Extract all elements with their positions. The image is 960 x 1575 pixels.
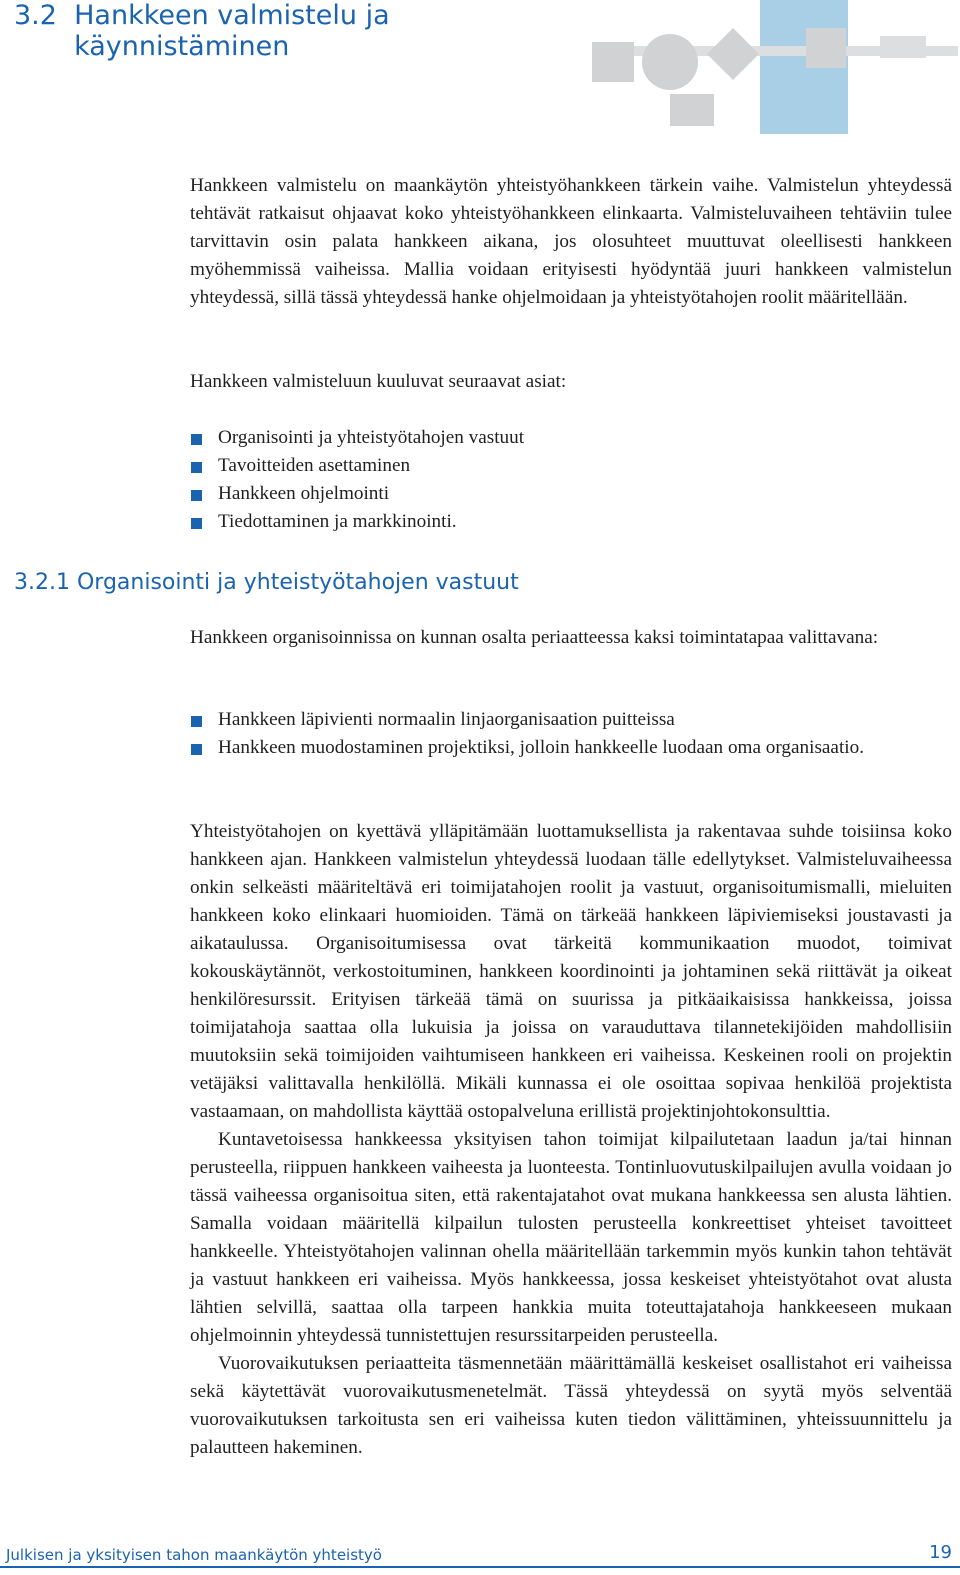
list-item: [190, 508, 950, 536]
body-paragraph: Kuntavetoisessa hankkeessa yksityisen tahon toimijat kilpailutetaan laadun ja/tai hinnan perusteella, riippuen hankkeen vaiheesta ja luonteesta. Tontinluovutuskilpailujen avulla voidaan jo tässä vaiheessa organisoitua siten, että rakentajatahot ovat mukana hankkeessa sen alusta lähtien. Samalla voidaan määritellä kilpailun tulosten perusteella konkreettiset yhteiset tavoitteet hankkeelle. Yhteistyötahojen valinnan ohella määritellään tarkemmin myös kunkin tahon tehtävät ja vastuut hankkeen eri vaiheissa. Myös hankkeessa, jossa keskeiset yhteistyötahot ovat alusta lähtien selvillä, saattaa olla tarpeen hankkia muita toteuttajatahoja hankkeeseen mukaan ohjelmoinnin yhteydessä tunnistettujen resurssitarpeiden perusteella.: [190, 1129, 952, 1346]
subsection-body: [190, 818, 952, 1462]
square-bullet-icon: [191, 490, 202, 501]
list-item-text: Hankkeen muodostaminen projektiksi, jolloin hankkeelle luodaan oma organisaatio.: [218, 737, 865, 758]
list-item-text: Hankkeen läpivienti normaalin linjaorganisaation puitteissa: [218, 709, 675, 730]
section-title-line-2: käynnistäminen: [14, 31, 290, 62]
square-bullet-icon: [191, 462, 202, 473]
list-item-text: Organisointi ja yhteistyötahojen vastuut: [218, 427, 525, 448]
subsection-lead: Hankkeen organisoinnissa on kunnan osalta periaatteessa kaksi toimintatapaa valittavana:: [190, 627, 879, 648]
list-item: [190, 734, 950, 762]
far-right-rect-shape: [880, 36, 926, 58]
list-item: [190, 706, 950, 734]
list-item-text: Tavoitteiden asettaminen: [218, 455, 411, 476]
subsection-lead-block: [190, 624, 952, 652]
flow-diagram-decoration: [590, 0, 960, 140]
list1-lead-block: [190, 368, 952, 396]
list-item: [190, 480, 950, 508]
list-item: [190, 452, 950, 480]
bullet-list-preparation: [190, 424, 950, 536]
square-bullet-icon: [191, 434, 202, 445]
bullet-list-organisation: [190, 706, 950, 762]
list1-lead: Hankkeen valmisteluun kuuluvat seuraavat asiat:: [190, 371, 567, 392]
subsection-title: 3.2.1 Organisointi ja yhteistyötahojen vastuut: [14, 570, 519, 595]
footer-publication-title: Julkisen ja yksityisen tahon maankäytön yhteistyö: [6, 1546, 382, 1564]
diamond-shape: [707, 28, 759, 80]
intro-paragraph-block: [190, 172, 952, 312]
section-title: [14, 0, 390, 62]
circle-shape: [642, 34, 698, 90]
square-bullet-icon: [191, 518, 202, 529]
body-paragraph: Yhteistyötahojen on kyettävä ylläpitämään luottamuksellista ja rakentavaa suhde toisiinsa koko hankkeen ajan. Hankkeen valmistelun yhteydessä luodaan tälle edellytykset. Valmisteluvaiheessa onkin selkeästi määriteltävä eri toimijatahojen roolit ja vastuut, organisoitumismalli, mieluiten hankkeen koko elinkaari huomioiden. Tämä on tärkeää hankkeen läpiviemiseksi joustavasti ja aikataulussa. Organisoitumisessa ovat tärkeitä kommunikaation muodot, toimivat kokouskäytännöt, verkostoituminen, hankkeen koordinointi ja johtaminen sekä riittävät ja oikeat henkilöresurssit. Erityisen tärkeää tämä on suurissa ja pitkäaikaisissa hankkeissa, joissa toimijatahoja saattaa olla lukuisia ja joissa on varauduttava tilannetekijöiden mahdollisiin muutoksiin sekä toimijoiden vaihtumiseen hankkeen eri vaiheissa. Keskeinen rooli on projektin vetäjäksi valittavalla henkilöllä. Mikäli kunnassa ei ole osoittaa sopivaa henkilöä projektista vastaamaan, on mahdollista käyttää ostopalveluna erillistä projektinjohtokonsulttia.: [190, 821, 952, 1122]
section-title-line-1: 3.2 Hankkeen valmistelu ja: [14, 0, 390, 31]
square-bullet-icon: [191, 744, 202, 755]
page-number: 19: [929, 1542, 952, 1563]
intro-paragraph: Hankkeen valmistelu on maankäytön yhteistyöhankkeen tärkein vaihe. Valmistelun yhteydessä tehtävät ratkaisut ohjaavat koko yhteistyöhankkeen elinkaarta. Valmisteluvaiheen tehtäviin tulee tarvittavin osin palata hankkeen aikana, jos olosuhteet muuttuvat oleellisesti hankkeen myöhemmissä vaiheissa. Mallia voidaan erityisesti hyödyntää juuri hankkeen valmistelun yhteydessä, sillä tässä yhteydessä hanke ohjelmoidaan ja yhteistyötahojen roolit määritellään.: [190, 175, 952, 308]
small-rect-shape: [670, 94, 714, 126]
footer-rule: [0, 1566, 960, 1568]
right-square-shape: [806, 28, 846, 68]
list-item-text: Tiedottaminen ja markkinointi.: [218, 511, 457, 532]
body-paragraph: Vuorovaikutuksen periaatteita täsmennetään määrittämällä keskeiset osallistahot eri vaiheissa sekä käytettävät vuorovaikutusmenetelmät. Tässä yhteydessä on syytä myös selventää vuorovaikutuksen tarkoitusta sen eri vaiheissa kuten tiedon välittäminen, yhteissuunnittelu ja palautteen hakeminen.: [190, 1353, 952, 1458]
list-item-text: Hankkeen ohjelmointi: [218, 483, 390, 504]
list-item: [190, 424, 950, 452]
left-square-shape: [592, 42, 634, 82]
square-bullet-icon: [191, 716, 202, 727]
